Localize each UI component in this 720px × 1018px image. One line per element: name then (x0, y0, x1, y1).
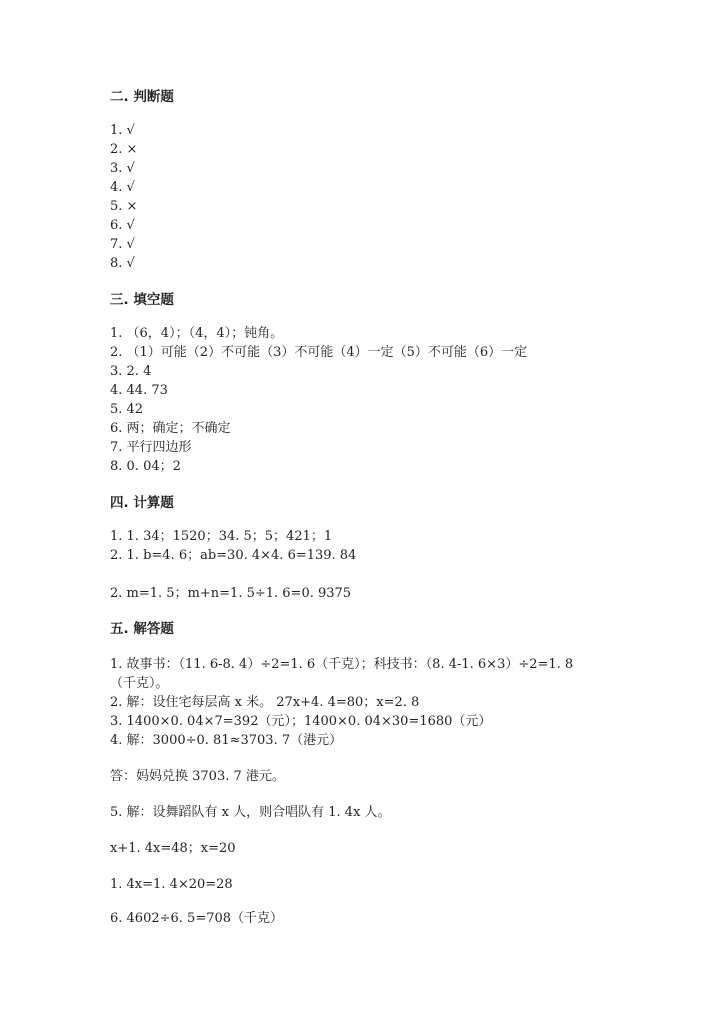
answer-line: 2. 解：设住宅每层高 x 米。 27x+4. 4=80；x=2. 8 (110, 695, 420, 710)
answer-line: 7. √ (110, 237, 135, 252)
answer-line: 1. 1. 34；1520；34. 5；5；421；1 (110, 529, 333, 544)
answer-line: 5. × (110, 199, 138, 214)
answer-line: 2. 1. b=4. 6；ab=30. 4×4. 6=139. 84 (110, 548, 357, 563)
answer-line: 5. 解：设舞蹈队有 x 人，则合唱队有 1. 4x 人。 (110, 805, 391, 820)
section-calc-title: 四. 计算题 (110, 495, 174, 511)
section-fill-title: 三. 填空题 (110, 292, 174, 308)
answer-line: 7. 平行四边形 (110, 440, 192, 455)
answer-line: 1. 4x=1. 4×20=28 (110, 877, 233, 892)
answer-line: 1. 故事书：（11. 6-8. 4）÷2=1. 6（千克）；科技书：（8. 4-1. 6×3）÷2=1. 8 (110, 657, 574, 672)
answer-line: 3. 2. 4 (110, 364, 152, 379)
answer-line: 5. 42 (110, 402, 144, 417)
answer-line: 答：妈妈兑换 3703. 7 港元。 (110, 769, 285, 784)
answer-line: 2. m=1. 5；m+n=1. 5÷1. 6=0. 9375 (110, 586, 352, 601)
answer-line: 6. 4602÷6. 5=708（千克） (110, 911, 284, 926)
answer-line: 4. √ (110, 180, 135, 195)
answer-line: 2. （1）可能（2）不可能（3）不可能（4）一定（5）不可能（6）一定 (110, 345, 528, 360)
section-solve-title: 五. 解答题 (110, 621, 174, 637)
answer-line: 1. √ (110, 123, 135, 138)
answer-line: 8. 0. 04；2 (110, 459, 181, 474)
answer-line: 3. √ (110, 161, 135, 176)
answer-line: 4. 44. 73 (110, 383, 168, 398)
answer-line: 4. 解：3000÷0. 81≈3703. 7（港元） (110, 733, 343, 748)
answer-line: 6. 两；确定；不确定 (110, 421, 231, 436)
answer-line: x+1. 4x=48；x=20 (110, 841, 236, 856)
answer-line: 6. √ (110, 218, 135, 233)
answer-line: 1. （6，4）；（4，4）；钝角。 (110, 326, 284, 341)
answer-line: 2. × (110, 142, 138, 157)
answer-line: 3. 1400×0. 04×7=392（元）；1400×0. 04×30=1680（元） (110, 714, 492, 729)
section-judgment-title: 二. 判断题 (110, 89, 174, 105)
answer-line: 8. √ (110, 256, 135, 271)
answer-line: （千克）。 (110, 676, 169, 691)
